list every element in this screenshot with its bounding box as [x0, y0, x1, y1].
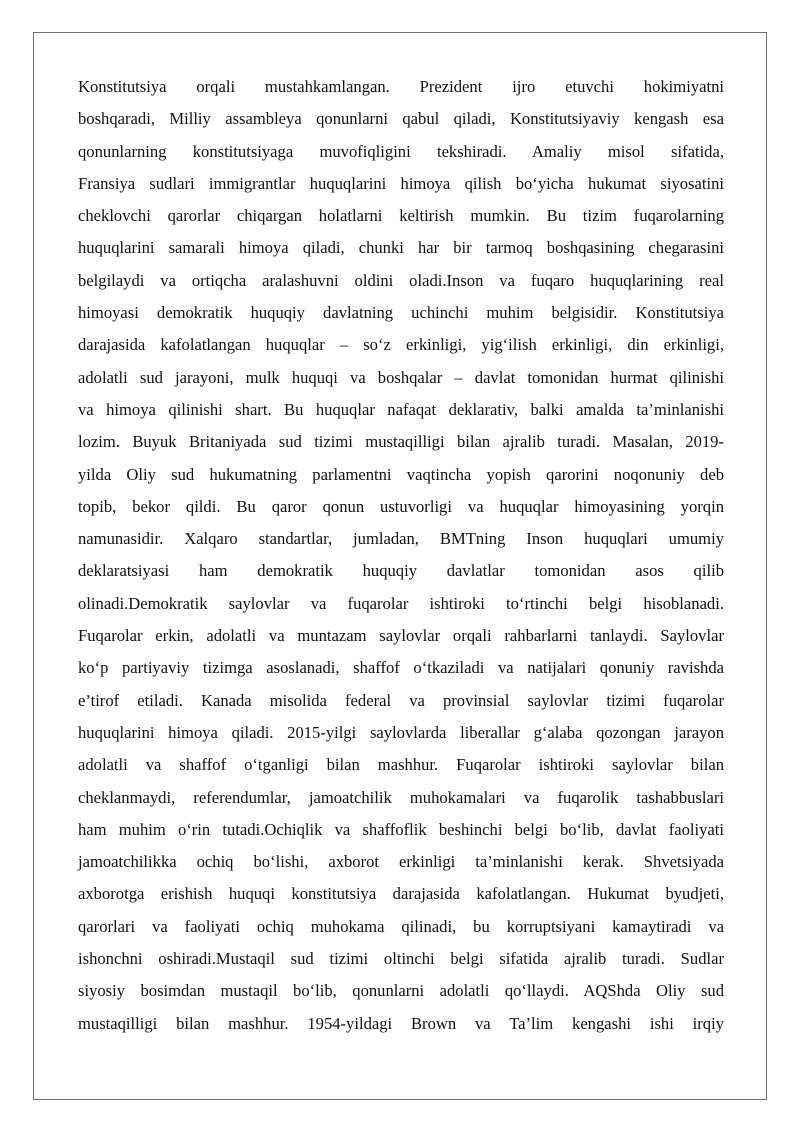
text-line: lozim. Buyuk Britaniyada sud tizimi mustaqilligi bilan ajralib turadi. Masalan, 2019- — [78, 432, 724, 452]
paragraph — [78, 71, 724, 1040]
text-line: olinadi.Demokratik saylovlar va fuqarolar ishtiroki to‘rtinchi belgi hisoblanadi. — [78, 593, 724, 613]
text-line: boshqaradi, Milliy assambleya qonunlarni qabul qiladi, Konstitutsiyaviy kengash esa — [78, 109, 724, 129]
text-line: topib, bekor qildi. Bu qaror qonun ustuvorligi va huquqlar himoyasining yorqin — [78, 496, 724, 516]
text-line: cheklanmaydi, referendumlar, jamoatchilik muhokamalari va fuqarolik tashabbuslari — [78, 787, 724, 807]
text-line: Fuqarolar erkin, adolatli va muntazam saylovlar orqali rahbarlarni tanlaydi. Saylovlar — [78, 626, 724, 646]
text-line: e’tirof etiladi. Kanada misolida federal va provinsial saylovlar tizimi fuqarolar — [78, 690, 724, 710]
text-line: cheklovchi qarorlar chiqargan holatlarni keltirish mumkin. Bu tizim fuqarolarning — [78, 206, 724, 226]
text-line: adolatli sud jarayoni, mulk huquqi va boshqalar – davlat tomonidan hurmat qilinishi — [78, 367, 724, 387]
text-line: mustaqilligi bilan mashhur. 1954-yildagi Brown va Ta’lim kengashi ishi irqiy — [78, 1013, 724, 1033]
text-line: jamoatchilikka ochiq bo‘lishi, axborot erkinligi ta’minlanishi kerak. Shvetsiyada — [78, 852, 724, 872]
text-line: namunasidir. Xalqaro standartlar, jumladan, BMTning Inson huquqlari umumiy — [78, 529, 724, 549]
text-line: huquqlarini himoya qiladi. 2015-yilgi saylovlarda liberallar g‘alaba qozongan jarayon — [78, 722, 724, 742]
text-line: qarorlari va faoliyati ochiq muhokama qilinadi, bu korruptsiyani kamaytiradi va — [78, 916, 724, 936]
text-line: qonunlarning konstitutsiyaga muvofiqligini tekshiradi. Amaliy misol sifatida, — [78, 141, 724, 161]
text-line: siyosiy bosimdan mustaqil bo‘lib, qonunlarni adolatli qo‘llaydi. AQShda Oliy sud — [78, 981, 724, 1001]
document-body — [78, 71, 724, 1040]
text-line: ham muhim o‘rin tutadi.Ochiqlik va shaffoflik beshinchi belgi bo‘lib, davlat faoliyati — [78, 819, 724, 839]
text-line: ko‘p partiyaviy tizimga asoslanadi, shaffof o‘tkaziladi va natijalari qonuniy ravishda — [78, 658, 724, 678]
text-line: yilda Oliy sud hukumatning parlamentni vaqtincha yopish qarorini noqonuniy deb — [78, 464, 724, 484]
text-line: deklaratsiyasi ham demokratik huquqiy davlatlar tomonidan asos qilib — [78, 561, 724, 581]
text-line: Fransiya sudlari immigrantlar huquqlarini himoya qilish bo‘yicha hukumat siyosatini — [78, 173, 724, 193]
text-line: himoyasi demokratik huquqiy davlatning uchinchi muhim belgisidir. Konstitutsiya — [78, 303, 724, 323]
text-line: belgilaydi va ortiqcha aralashuvni oldini oladi.Inson va fuqaro huquqlarining real — [78, 270, 724, 290]
text-line: ishonchni oshiradi.Mustaqil sud tizimi oltinchi belgi sifatida ajralib turadi. Sudlar — [78, 949, 724, 969]
text-line: va himoya qilinishi shart. Bu huquqlar nafaqat deklarativ, balki amalda ta’minlanishi — [78, 399, 724, 419]
text-line: huquqlarini samarali himoya qiladi, chunki har bir tarmoq boshqasining chegarasini — [78, 238, 724, 258]
text-line: adolatli va shaffof o‘tganligi bilan mashhur. Fuqarolar ishtiroki saylovlar bilan — [78, 755, 724, 775]
text-line: axborotga erishish huquqi konstitutsiya darajasida kafolatlangan. Hukumat byudjeti, — [78, 884, 724, 904]
text-line: Konstitutsiya orqali mustahkamlangan. Prezident ijro etuvchi hokimiyatni — [78, 77, 724, 96]
text-line: darajasida kafolatlangan huquqlar – so‘z erkinligi, yig‘ilish erkinligi, din erkinligi, — [78, 335, 724, 355]
